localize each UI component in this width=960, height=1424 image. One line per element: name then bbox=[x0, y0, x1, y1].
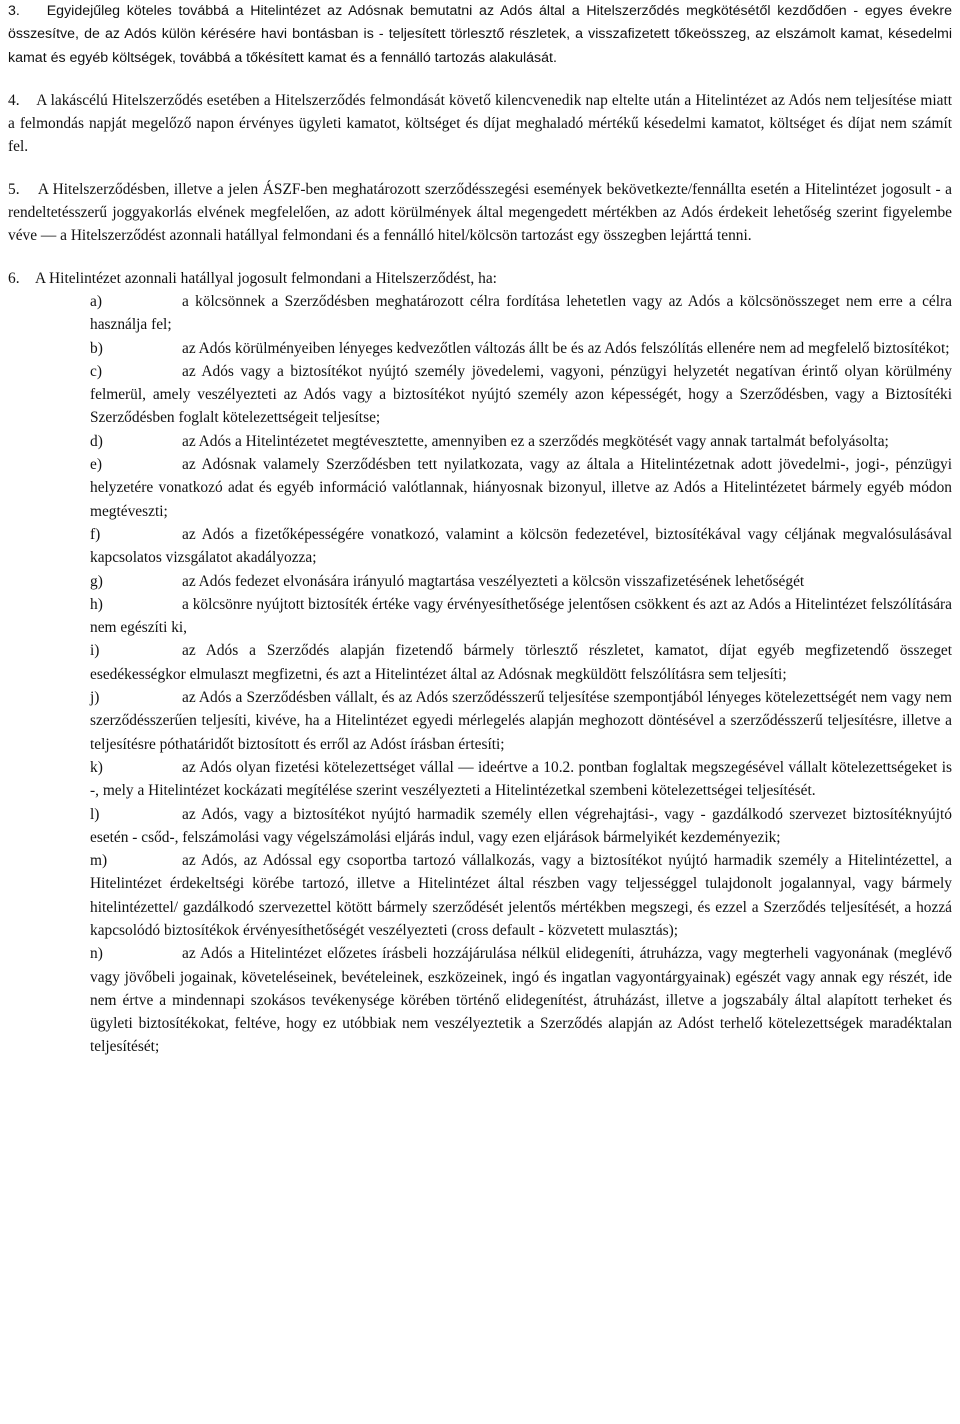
paragraph-number: 6. bbox=[8, 269, 20, 287]
item-letter: b) bbox=[90, 339, 103, 357]
list-item bbox=[90, 803, 952, 850]
item-text: az Adós vagy a biztosítékot nyújtó személy jövedelemi, vagyoni, pénzügyi helyzetét negatívan érintő olyan körülmény felmerül, amely veszélyezteti az Adós vagy a biztosítékot nyújtó személy azon képességét, hogy a Szerződésben, vagy a Biztosítéki Szerződésben foglalt kötelezettségeit teljesítse; bbox=[90, 362, 952, 427]
paragraph-text: A Hitelintézet azonnali hatállyal jogosult felmondani a Hitelszerződést, ha: bbox=[34, 269, 497, 287]
item-letter: e) bbox=[90, 456, 102, 474]
item-text: az Adós olyan fizetési kötelezettséget vállal ― ideértve a 10.2. pontban foglaltak megszegésével vállalt kötelezettségeket is -, mely a Hitelintézet kockázati megítélése szerint veszélyezteti a Hitelintézetkal szembeni kötelezettségei teljesítését. bbox=[90, 758, 952, 800]
item-text: az Adós a Hitelintézet előzetes írásbeli hozzájárulása nélkül elidegeníti, átruházza, vagy megterheli vagyonának (meglévő vagy jövőbeli jogainak, követeléseinek, bevételeinek, eszközeinek, ingó és ingatlan vagyontárgyainak) egészét vagy annak egy részét, ide nem értve a mindennapi szokásos tevékenysége körében történő elidegenítést, átruházást, illetve a jogszabály által alapított terheket és ügyleti biztosítékokat, feltéve, hogy ez utóbbiak nem veszélyeztetik a Szerződés alapján az Adóst terhelő kötelezettségek maradéktalan teljesítését; bbox=[90, 945, 952, 1056]
item-text: a kölcsönre nyújtott biztosíték értéke vagy érvényesíthetősége jelentősen csökkent és azt az Adós a Hitelintézet felszólítására nem egészíti ki, bbox=[90, 595, 952, 637]
item-letter: i) bbox=[90, 642, 100, 660]
paragraph-text: A lakáscélú Hitelszerződés esetében a Hitelszerződés felmondását követő kilencvenedik nap eltelte után a Hitelintézet az Adós nem teljesítése miatt a felmondás napját megelőző napon érvényes ügyleti kamatot, költséget és díjat meghaladó mértékű késedelmi kamatot, költséget és díjat nem számít fel. bbox=[8, 91, 953, 156]
paragraph-text: Egyidejűleg köteles továbbá a Hitelintézet az Adósnak bemutatni az Adós által a Hitelszerződés megkötésétől kezdődően - egyes évekre összesítve, de az Adós külön kérésére havi bontásban is - teljesített törlesztő részletek, a visszafizetett tőkeösszeg, az elszámolt kamat, késedelmi kamat és egyéb költségek, továbbá a tőkésített kamat és a fennálló tartozás alakulását. bbox=[8, 3, 952, 66]
item-letter: a) bbox=[90, 292, 102, 310]
list-item bbox=[90, 523, 952, 570]
item-letter: g) bbox=[90, 572, 103, 590]
item-letter: n) bbox=[90, 945, 103, 963]
item-text: az Adós a Szerződés alapján fizetendő bármely törlesztő részletet, kamatot, díjat egyéb megfizetendő összeget esedékességkor elmulaszt megfizetni, és azt a Hitelintézet által az Adósnak megküldött felszólításra sem teljesíti; bbox=[90, 642, 952, 683]
paragraph-number: 4. bbox=[8, 91, 20, 109]
item-letter: m) bbox=[90, 852, 108, 870]
item-text: az Adós fedezet elvonására irányuló magtartása veszélyezteti a kölcsön visszafizetésének lehetőségét bbox=[182, 572, 805, 590]
item-letter: d) bbox=[90, 432, 103, 450]
list-item bbox=[90, 430, 952, 453]
item-letter: h) bbox=[90, 595, 103, 613]
item-text: az Adós körülményeiben lényeges kedvezőtlen változás állt be és az Adós felszólítás ellenére nem ad megfelelő biztosítékot; bbox=[182, 339, 950, 357]
list-item bbox=[90, 593, 952, 640]
list-item bbox=[90, 453, 952, 523]
item-text: az Adós, az Adóssal egy csoportba tartozó vállalkozás, vagy a biztosítékot nyújtó harmadik személy a Hitelintézettel, a Hitelintézet érdekeltségi körébe tartozó, illetve a Hitelintézet által részben vagy teljességgel tulajdonolt jogalannyal, vagy bármely hitelintézettel/ gazdálkodó szervezettel kötött bármely szerződését jelentős mértékben megszegi, és ezzel a Szerződés teljesítését, a hozzá kapcsolódó biztosítékok érvényesíthetőségét veszélyezteti (cross default - közvetett mulasztás); bbox=[90, 852, 952, 939]
item-text: az Adós a Szerződésben vállalt, és az Adós szerződésszerű teljesítése szempontjából lényeges kötelezettségét nem vagy nem szerződésszerűen teljesíti, kivéve, ha a Hitelintézet egyedi mérlegelés alapján meghozott döntésével a szerződésszerű teljesítésre, illetve a teljesítésre póthatáridőt biztosított és erről az Adóst írásban értesíti; bbox=[90, 689, 952, 753]
item-letter: j) bbox=[90, 689, 100, 707]
paragraph-number: 5. bbox=[8, 180, 20, 198]
paragraph-text: A Hitelszerződésben, illetve a jelen ÁSZF-ben meghatározott szerződésszegési események bekövetkezte/fennállta esetén a Hitelintézet jogosult - a rendeltetésszerű joggyakorlás elvének megfelelően, az adott körülmények által megengedett mértékben az Adós érdekeit lehetőség szerint figyelembe véve ― a Hitelszerződést azonnali hatállyal felmondani és a fennálló hitel/kölcsön tartozást egy összegben lejárttá tenni. bbox=[8, 180, 952, 245]
item-text: a kölcsönnek a Szerződésben meghatározott célra fordítása lehetetlen vagy az Adós a kölcsönösszeget nem erre a célra használja fel; bbox=[90, 292, 952, 334]
item-letter: k) bbox=[90, 758, 103, 776]
item-text: az Adósnak valamely Szerződésben tett nyilatkozata, vagy az általa a Hitelintézetnak adott jövedelmi-, jogi-, pénzügyi helyzetére vonatkozó adat és egyéb információ valótlannak, hiányosnak bizonyul, illetve az Adós a Hitelintézetet bármely egyéb módon megtéveszti; bbox=[90, 456, 952, 520]
paragraph-3 bbox=[8, 0, 952, 70]
list-item bbox=[90, 337, 952, 360]
list-item bbox=[90, 290, 952, 337]
paragraph-6 bbox=[8, 267, 952, 290]
item-letter: c) bbox=[90, 362, 102, 380]
paragraph-4 bbox=[8, 89, 952, 159]
list-item bbox=[90, 942, 952, 1058]
list-item bbox=[90, 360, 952, 430]
paragraph-5 bbox=[8, 178, 952, 248]
item-letter: f) bbox=[90, 525, 101, 543]
paragraph-number: 3. bbox=[8, 3, 20, 19]
item-letter: l) bbox=[90, 805, 100, 823]
list-item bbox=[90, 756, 952, 803]
list-item bbox=[90, 686, 952, 756]
item-text: az Adós, vagy a biztosítékot nyújtó harmadik személy ellen végrehajtási-, vagy - gazdálkodó szervezet biztosítéknyújtó esetén - csőd-, felszámolási vagy végelszámolási eljárás indul, vagy ezen eljárások bármelyikét kezdeményezik; bbox=[90, 805, 952, 846]
item-text: az Adós a fizetőképességére vonatkozó, valamint a kölcsön fedezetével, biztosítékával vagy céljának megvalósulásával kapcsolatos vizsgálatot akadályozza; bbox=[90, 525, 952, 567]
termination-conditions-list bbox=[90, 290, 952, 1059]
list-item bbox=[90, 639, 952, 686]
list-item bbox=[90, 849, 952, 942]
list-item bbox=[90, 570, 952, 593]
item-text: az Adós a Hitelintézetet megtévesztette, amennyiben ez a szerződés megkötését vagy annak tartalmát befolyásolta; bbox=[182, 432, 889, 450]
